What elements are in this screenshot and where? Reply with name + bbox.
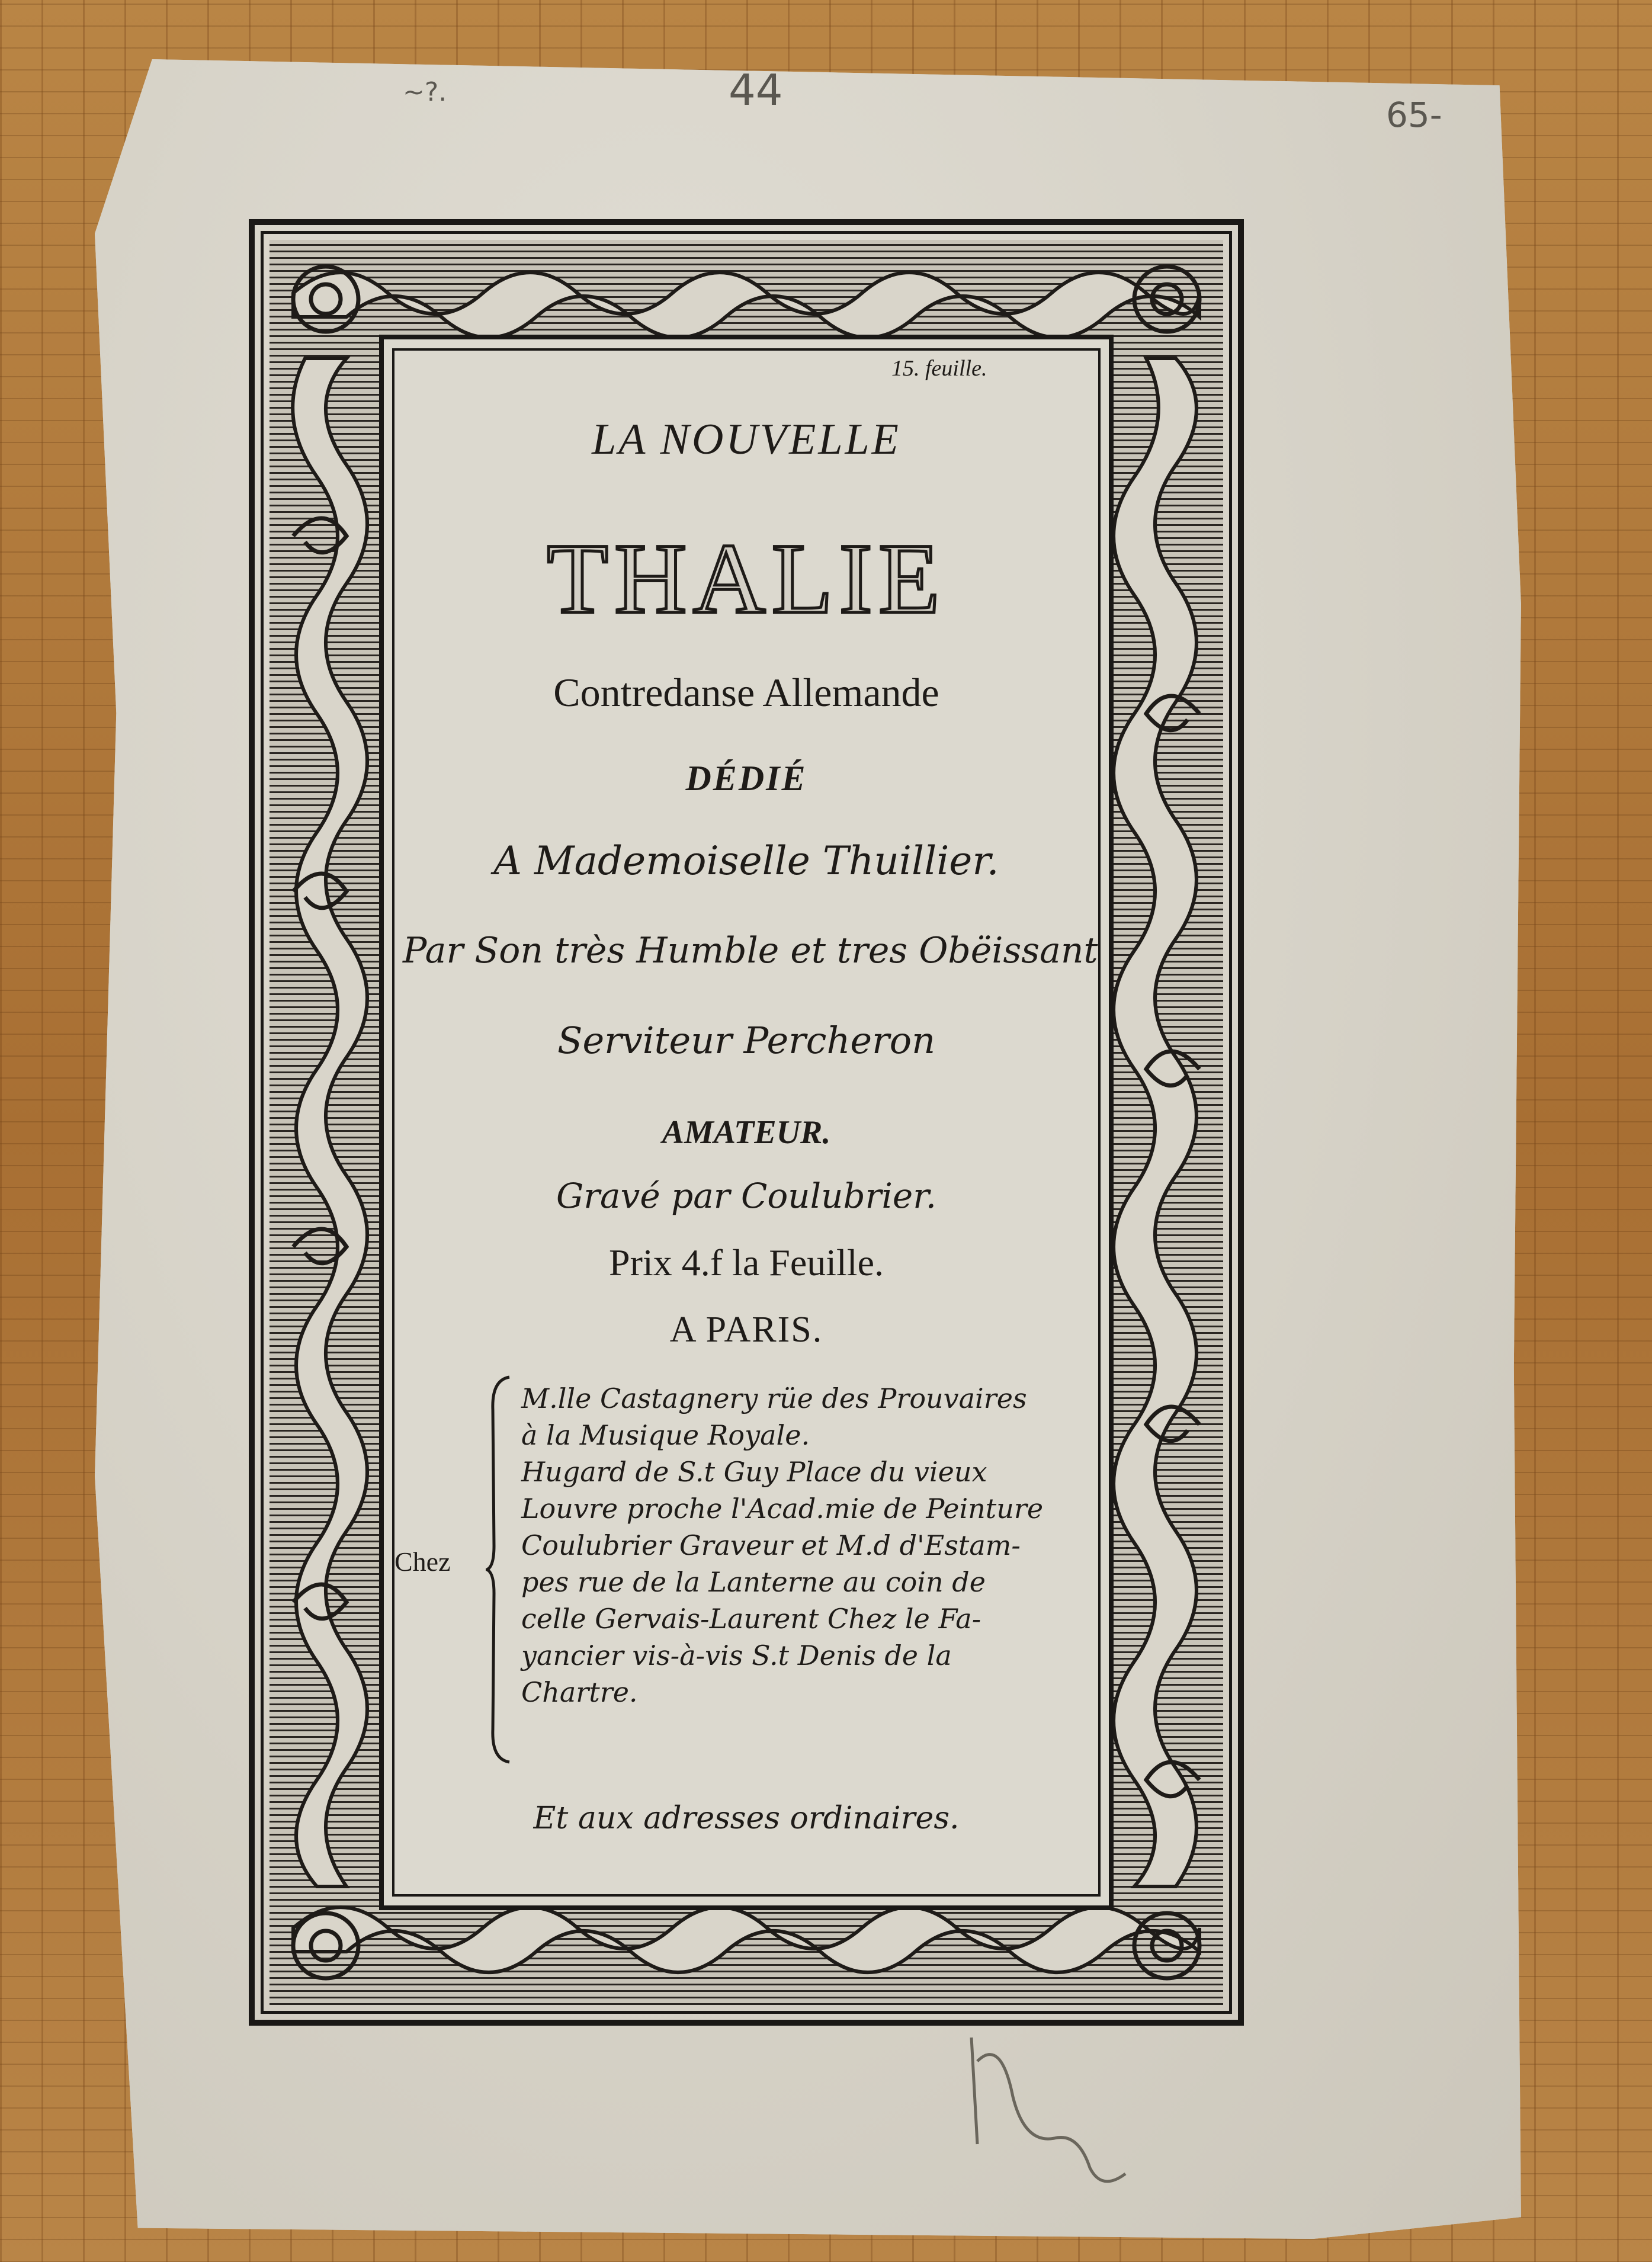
city-line: A PARIS. [669,1310,823,1350]
publisher-addresses [521,1380,1114,1711]
pencil-page-number: 44 [729,65,783,115]
composer-role: AMATEUR. [662,1114,831,1151]
address-line: yancier vis-à-vis S.t Denis de la [521,1639,952,1671]
address-line: Hugard de S.t Guy Place du vieux [521,1456,987,1488]
address-line: Louvre proche l'Acad.mie de Peinture [521,1493,1044,1525]
subtitle: Contredanse Allemande [553,670,939,715]
price-line: Prix 4.f la Feuille. [609,1241,884,1284]
pencil-scribble: ~?. [403,77,447,107]
sheet-count-note: 15. feuille. [891,356,987,381]
address-line: Coulubrier Graveur et M.d d'Estam- [521,1529,1021,1561]
curly-brace-icon [486,1374,515,1765]
dedicatee: A Mademoiselle Thuillier. [493,838,999,884]
address-line: celle Gervais-Laurent Chez le Fa- [521,1603,981,1635]
dedication-label: DÉDIÉ [685,759,807,798]
title-line-1: LA NOUVELLE [592,415,901,464]
engraver-credit: Gravé par Coulubrier. [556,1176,937,1216]
address-line: M.lle Castagnery rüe des Prouvaires [521,1382,1027,1414]
pencil-price-mark: 65- [1386,95,1442,135]
address-line: à la Musique Royale. [521,1419,810,1451]
chez-label: Chez [394,1546,451,1577]
address-line: Chartre. [521,1676,638,1708]
dedication-byline: Par Son très Humble et tres Obëissant [403,930,1098,971]
pencil-sketch-icon [936,2026,1149,2203]
footer-line: Et aux adresses ordinaires. [533,1801,960,1836]
main-title: THALIE [547,523,946,634]
address-line: pes rue de la Lanterne au coin de [521,1566,986,1598]
composer-line: Serviteur Percheron [557,1019,936,1062]
